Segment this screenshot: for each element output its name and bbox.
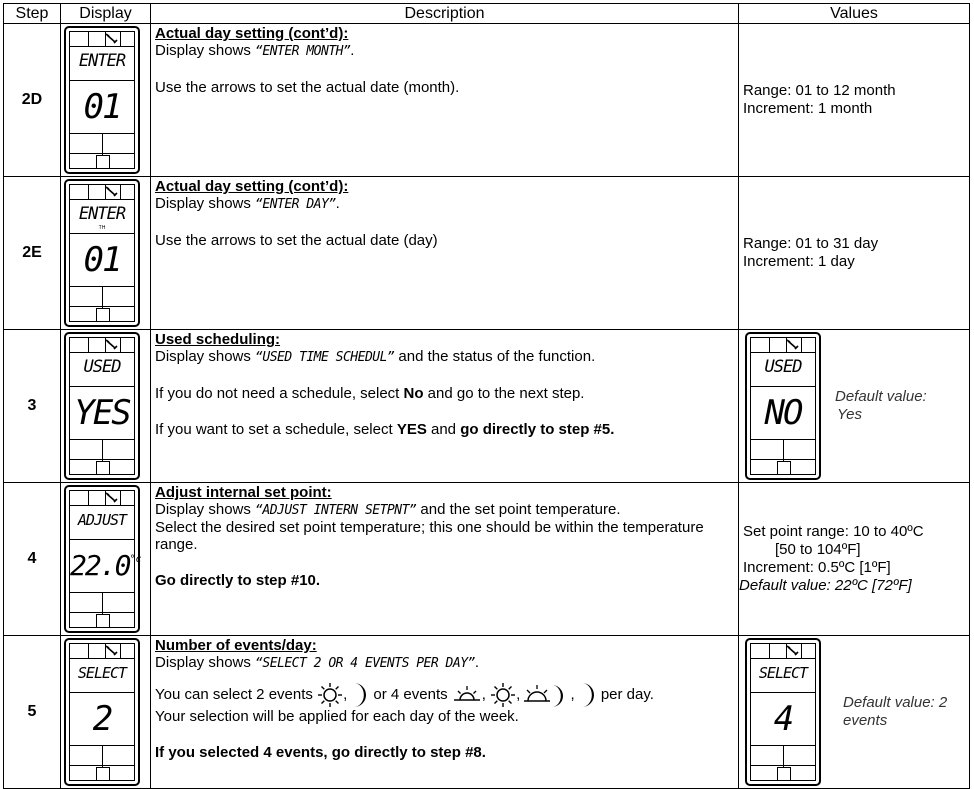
display-cell (61, 330, 151, 483)
row-title: Number of events/day: (155, 637, 317, 654)
lcd-line2: $22.0^{^\circ c}$ (70, 539, 134, 592)
header-display: Display (61, 4, 151, 24)
lcd-line1: SELECT (77, 664, 127, 682)
wrench-icon (104, 338, 120, 352)
display-shows-text: Display shows “USED TIME SCHEDUL” and the status of the function. (155, 348, 596, 365)
lcd-line2: 01 (70, 233, 134, 286)
value-increment: Increment: 0.5ºC [1ºF] (743, 559, 891, 576)
lcd-line2: 01 (70, 80, 134, 133)
instruction-text: Select the desired set point temperature; this one should be within the temperature range. (155, 519, 704, 553)
value-range: Range: 01 to 31 day (743, 235, 879, 252)
values-cell (739, 177, 970, 330)
row-title: Adjust internal set point: (155, 484, 332, 501)
table-row (4, 636, 970, 789)
lcd-line1: ENTER (78, 204, 126, 224)
step-number: 5 (4, 636, 61, 789)
wrench-icon (785, 338, 801, 352)
step-number: 4 (4, 483, 61, 636)
description-cell (151, 330, 739, 483)
button-square (777, 461, 791, 474)
button-square (96, 308, 110, 321)
lcd-line2: 2 (70, 692, 134, 745)
instruction-text: Use the arrows to set the actual date (month). (155, 79, 460, 96)
instruction-text-bold: If you selected 4 events, go directly to step #8. (155, 744, 486, 761)
display-cell (61, 24, 151, 177)
default-value: Default value: 2 events (843, 694, 948, 729)
thermostat-display (745, 332, 821, 480)
instruction-text: Your selection will be applied for each day of the week. (155, 708, 519, 725)
step-number: 3 (4, 330, 61, 483)
header-values: Values (739, 4, 970, 24)
header-row (4, 4, 970, 24)
values-cell (739, 24, 970, 177)
moon-icon (347, 681, 369, 709)
button-square (96, 461, 110, 474)
thermostat-display (745, 638, 821, 786)
button-square (96, 767, 110, 780)
header-description: Description (151, 4, 739, 24)
display-shows-text: Display shows “ADJUST INTERN SETPNT” and the set point temperature. (155, 501, 621, 518)
sun-icon (490, 682, 516, 708)
table-row (4, 483, 970, 636)
display-cell (61, 636, 151, 789)
lcd-line1: SELECT (758, 664, 808, 682)
instruction-text: Use the arrows to set the actual date (day) (155, 232, 438, 249)
values-cell (739, 483, 970, 636)
lcd-line2: NO (751, 386, 815, 439)
header-step: Step (4, 4, 61, 24)
default-value: Default value: 22ºC [72ºF] (739, 577, 912, 594)
button-square (96, 155, 110, 168)
thermostat-display (64, 332, 140, 480)
wrench-icon (104, 491, 120, 505)
lcd-line1: USED (764, 357, 802, 377)
table-row (4, 330, 970, 483)
description-cell (151, 636, 739, 789)
step-number: 2E (4, 177, 61, 330)
row-title: Actual day setting (cont’d): (155, 178, 349, 195)
lcd-line2: YES (70, 386, 134, 439)
table-row (4, 177, 970, 330)
button-square (96, 614, 110, 627)
thermostat-display (64, 638, 140, 786)
display-cell (61, 177, 151, 330)
row-title: Actual day setting (cont’d): (155, 25, 349, 42)
instruction-table (3, 3, 970, 789)
description-cell (151, 24, 739, 177)
thermostat-display (64, 179, 140, 327)
instruction-text: If you do not need a schedule, select No and go to the next step. (155, 385, 585, 402)
button-square (777, 767, 791, 780)
sunset-moon-icon (524, 681, 570, 709)
lcd-line2: 4 (751, 692, 815, 745)
values-cell (739, 636, 970, 789)
display-shows-text: Display shows “ENTER MONTH”. (155, 42, 355, 59)
instruction-text: You can select 2 events , or 4 events , , , per day. (155, 680, 734, 708)
value-range: Set point range: 10 to 40ºC (743, 523, 924, 540)
value-increment: Increment: 1 day (743, 253, 855, 270)
instruction-text: If you want to set a schedule, select YES and go directly to step #5. (155, 421, 615, 438)
default-value: Default value: Yes (835, 388, 927, 423)
thermostat-display (64, 26, 140, 174)
moon-icon (575, 681, 597, 709)
wrench-icon (785, 644, 801, 658)
value-range: Range: 01 to 12 month (743, 82, 896, 99)
values-cell (739, 330, 970, 483)
step-number: 2D (4, 24, 61, 177)
sun-icon (317, 682, 343, 708)
table-row (4, 24, 970, 177)
wrench-icon (104, 32, 120, 46)
display-shows-text: Display shows “ENTER DAY”. (155, 195, 340, 212)
lcd-tiny-label: TH (98, 225, 106, 231)
display-shows-text: Display shows “SELECT 2 OR 4 EVENTS PER DAY”. (155, 654, 480, 671)
sunrise-icon (452, 684, 482, 706)
description-cell (151, 177, 739, 330)
value-increment: Increment: 1 month (743, 100, 873, 117)
wrench-icon (104, 644, 120, 658)
row-title: Used scheduling: (155, 331, 281, 348)
thermostat-display (64, 485, 140, 633)
instruction-text-bold: Go directly to step #10. (155, 572, 321, 589)
description-cell (151, 483, 739, 636)
wrench-icon (104, 185, 120, 199)
lcd-line1: USED (83, 357, 121, 377)
lcd-line1: ADJUST (77, 511, 127, 529)
lcd-line1: ENTER (78, 51, 126, 71)
value-range-f: [50 to 104ºF] (775, 541, 861, 558)
display-cell (61, 483, 151, 636)
